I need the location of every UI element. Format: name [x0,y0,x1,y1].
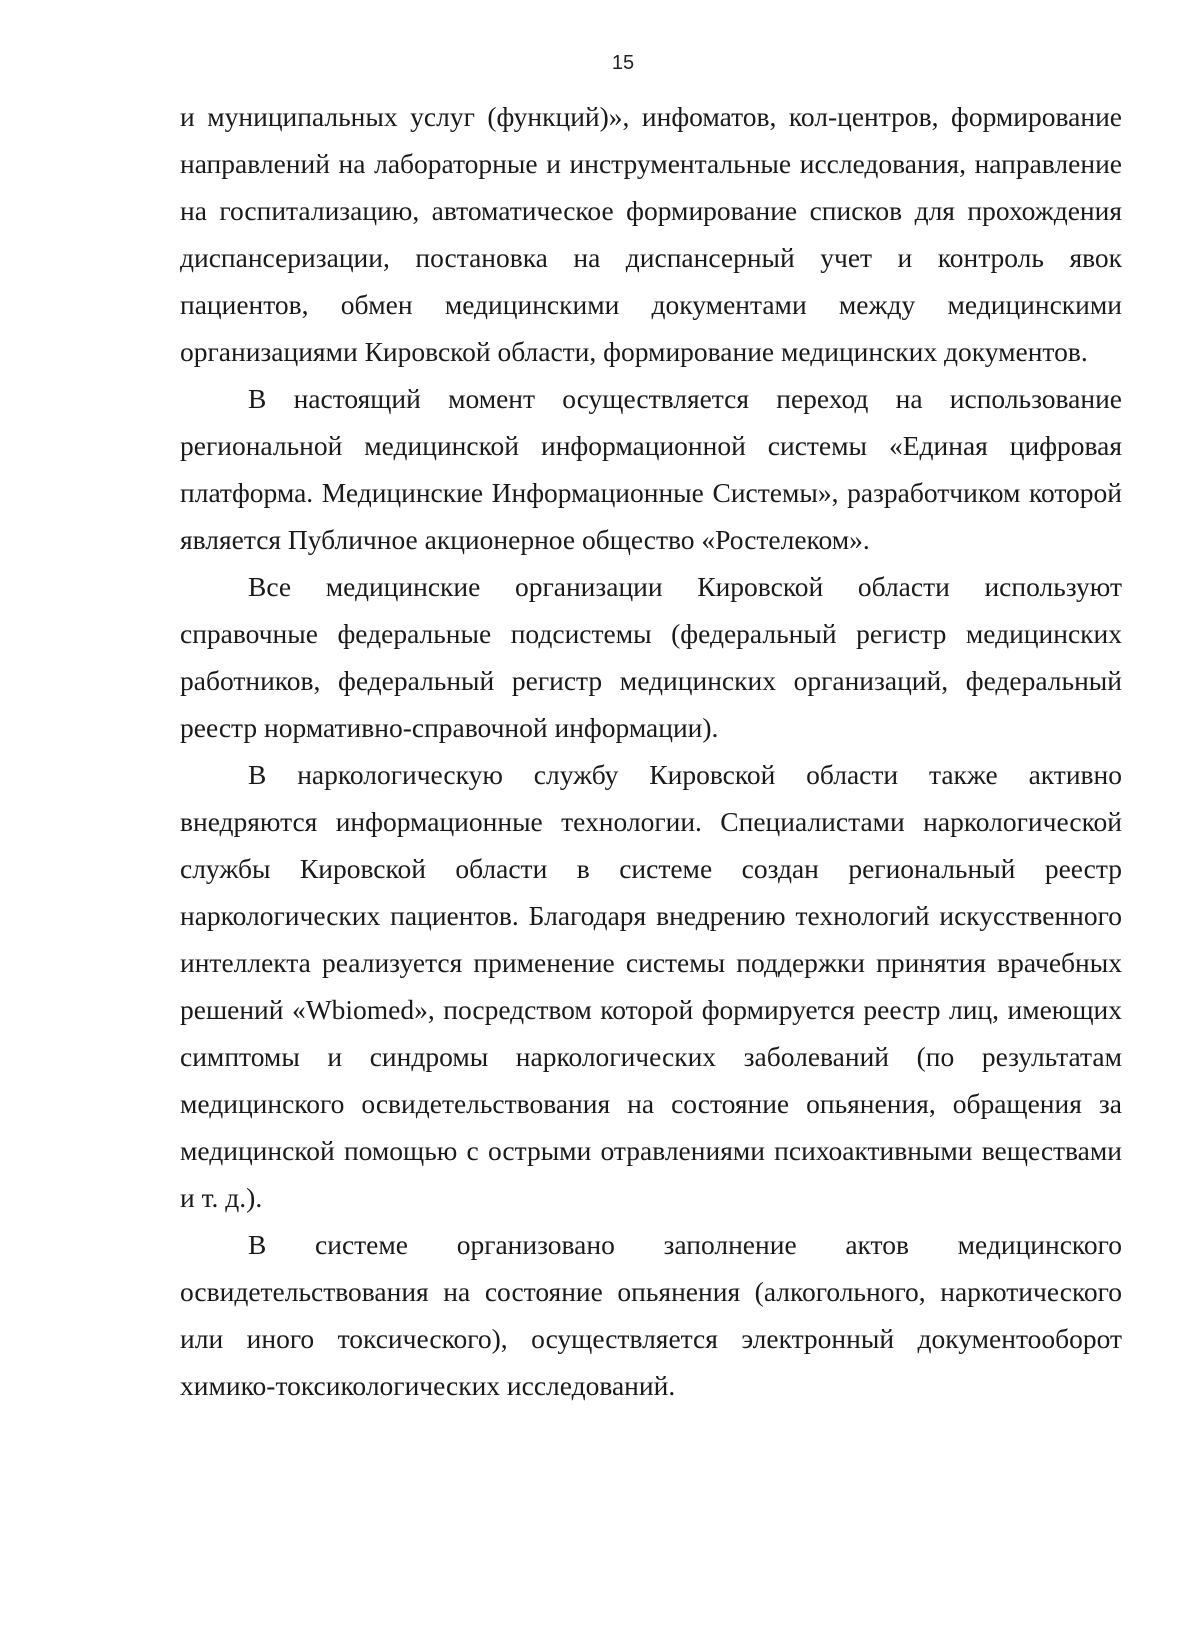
document-body [180,93,1122,1409]
paragraph-regional-system: В настоящий момент осуществляется переход на использование региональной медицинской информационной системы «Единая цифровая платформа. Медицинские Информационные Системы», разработчиком которой является Публичное акционерное общество «Ростелеком». [180,383,1122,555]
page-number: 15 [611,52,635,74]
paragraph-continuation: и муниципальных услуг (функций)», инфоматов, кол-центров, формирование направлений на лабораторные и инструментальные исследования, направление на госпитализацию, автоматическое формирование списков для прохождения диспансеризации, постановка на диспансерный учет и контроль явок пациентов, обмен медицинскими документами между медицинскими организациями Кировской области, формирование медицинских документов. [180,101,1122,367]
paragraph-federal-subsystems: Все медицинские организации Кировской области используют справочные федеральные подсистемы (федеральный регистр медицинских работников, федеральный регистр медицинских организаций, федеральный реестр нормативно-справочной информации). [180,571,1122,743]
paragraph-examination-acts: В системе организовано заполнение актов медицинского освидетельствования на состояние опьянения (алкогольного, наркотического или иного токсического), осуществляется электронный документооборот химико-токсикологических исследований. [180,1229,1122,1401]
paragraph-narcology-service: В наркологическую службу Кировской области также активно внедряются информационные технологии. Специалистами наркологической службы Кировской области в системе создан региональный реестр наркологических пациентов. Благодаря внедрению технологий искусственного интеллекта реализуется применение системы поддержки принятия врачебных решений «Wbiomed», посредством которой формируется реестр лиц, имеющих симптомы и синдромы наркологических заболеваний (по результатам медицинского освидетельствования на состояние опьянения, обращения за медицинской помощью с острыми отравлениями психоактивными веществами и т. д.). [180,759,1122,1213]
